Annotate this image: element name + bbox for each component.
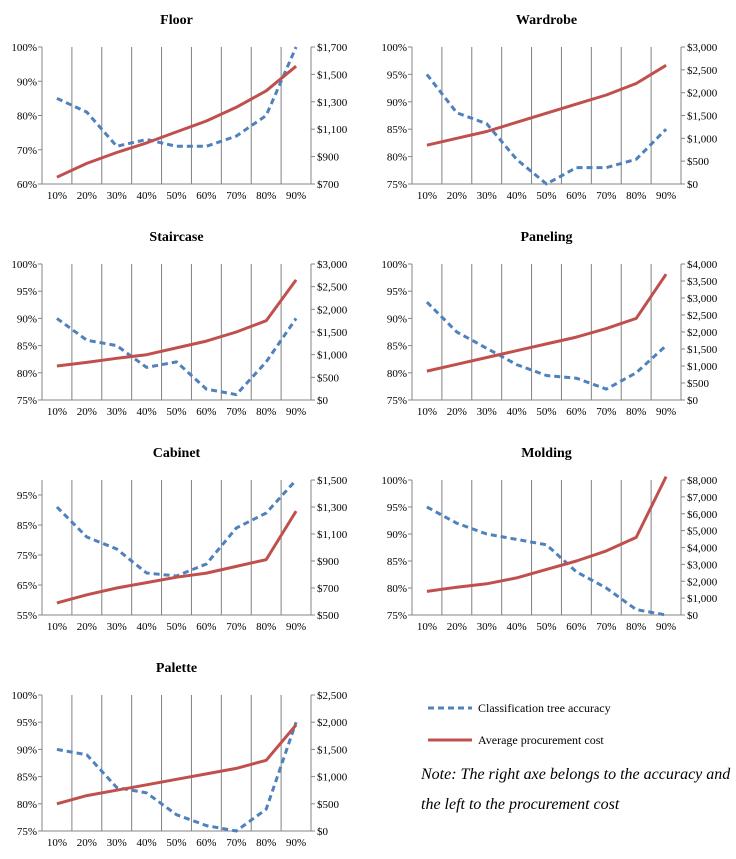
x-tick-label: 30% [476, 190, 497, 202]
y2-tick-label: $1,700 [317, 42, 348, 54]
y2-tick-label: $2,000 [317, 717, 348, 730]
x-tick-label: 80% [256, 621, 277, 633]
y-tick-label: 100% [11, 259, 37, 271]
legend-accuracy-label: Classification tree accuracy [478, 701, 611, 715]
x-tick-label: 60% [196, 621, 217, 633]
y2-tick-label: $500 [687, 378, 709, 390]
y-tick-label: 100% [381, 475, 407, 487]
accuracy-series-line [57, 318, 296, 394]
x-tick-label: 30% [106, 406, 127, 418]
x-tick-label: 50% [536, 190, 557, 202]
x-tick-label: 90% [285, 837, 307, 849]
x-tick-label: 80% [626, 621, 647, 633]
y2-tick-label: $1,100 [317, 124, 348, 137]
y-tick-label: 75% [16, 395, 37, 407]
accuracy-series-line [427, 302, 666, 389]
x-tick-label: 40% [136, 837, 157, 849]
chart-title: Cabinet [152, 446, 201, 461]
y2-tick-label: $1,500 [317, 475, 348, 487]
chart-wardrobe [381, 13, 717, 202]
x-tick-label: 20% [76, 190, 97, 202]
y-tick-label: 90% [16, 313, 37, 326]
y-tick-label: 95% [16, 490, 37, 502]
x-tick-label: 40% [506, 621, 527, 633]
y2-tick-label: $900 [317, 151, 339, 164]
y2-tick-label: $1,000 [317, 771, 348, 784]
y2-tick-label: $0 [687, 610, 698, 622]
x-tick-label: 50% [166, 406, 187, 418]
y2-tick-label: $2,500 [317, 690, 348, 702]
y2-tick-label: $7,000 [687, 491, 718, 504]
y-tick-label: 85% [16, 340, 37, 353]
cost-series-line [427, 274, 666, 371]
x-tick-label: 80% [256, 190, 277, 202]
y-tick-label: 90% [386, 96, 407, 109]
x-tick-label: 10% [416, 406, 438, 418]
y2-tick-label: $3,500 [687, 276, 718, 288]
y-tick-label: 95% [16, 717, 37, 730]
x-tick-label: 70% [596, 190, 617, 202]
y2-tick-label: $1,000 [317, 349, 348, 362]
y-tick-label: 60% [16, 179, 37, 191]
y2-tick-label: $2,000 [317, 304, 348, 317]
x-tick-label: 70% [226, 190, 247, 202]
y2-tick-label: $3,000 [687, 293, 718, 305]
charts-area [11, 13, 717, 849]
chart-title: Wardrobe [515, 13, 578, 28]
x-tick-label: 90% [655, 621, 677, 633]
x-tick-label: 30% [106, 621, 127, 633]
cost-series-line [57, 511, 296, 603]
y2-tick-label: $1,000 [687, 361, 718, 373]
y-tick-label: 80% [16, 110, 37, 123]
y-tick-label: 100% [11, 42, 37, 54]
y-tick-label: 80% [16, 367, 37, 380]
y2-tick-label: $2,000 [687, 87, 718, 100]
y2-tick-label: $1,500 [317, 744, 348, 757]
x-tick-label: 90% [285, 621, 307, 633]
x-tick-label: 30% [106, 837, 127, 849]
y2-tick-label: $0 [687, 179, 698, 191]
chart-palette [11, 661, 347, 849]
y2-tick-label: $700 [317, 179, 339, 191]
cost-series-line [57, 66, 296, 177]
y2-tick-label: $1,300 [317, 96, 348, 109]
chart-staircase [11, 230, 347, 418]
y2-tick-label: $3,000 [317, 259, 348, 271]
x-tick-label: 30% [476, 406, 497, 418]
x-tick-label: 10% [46, 406, 68, 418]
y2-tick-label: $500 [317, 372, 339, 385]
chart-title: Floor [160, 13, 193, 28]
accuracy-series-line [427, 507, 666, 615]
y2-tick-label: $1,500 [687, 110, 718, 123]
y-tick-label: 95% [386, 502, 407, 514]
y-tick-label: 85% [386, 124, 407, 137]
y-tick-label: 100% [381, 42, 407, 54]
y-tick-label: 80% [386, 367, 407, 380]
y2-tick-label: $1,100 [317, 529, 348, 541]
y2-tick-label: $1,000 [687, 133, 718, 146]
y2-tick-label: $0 [687, 395, 698, 407]
y-tick-label: 100% [381, 259, 407, 271]
x-tick-label: 90% [655, 190, 677, 202]
y2-tick-label: $5,000 [687, 525, 718, 538]
x-tick-label: 40% [506, 190, 527, 202]
x-tick-label: 10% [416, 621, 438, 633]
x-tick-label: 70% [226, 621, 247, 633]
y-tick-label: 90% [16, 744, 37, 757]
chart-floor [11, 13, 347, 202]
y-tick-label: 90% [386, 529, 407, 541]
x-tick-label: 40% [136, 406, 157, 418]
x-tick-label: 80% [256, 837, 277, 849]
y-tick-label: 75% [16, 826, 37, 838]
x-tick-label: 90% [285, 406, 307, 418]
y-tick-label: 70% [16, 144, 37, 157]
x-tick-label: 70% [226, 837, 247, 849]
x-tick-label: 70% [596, 621, 617, 633]
y-tick-label: 85% [386, 556, 407, 568]
y2-tick-label: $2,500 [687, 310, 718, 322]
chart-title: Staircase [149, 230, 204, 245]
x-tick-label: 40% [136, 190, 157, 202]
y-tick-label: 85% [386, 340, 407, 353]
x-tick-label: 10% [46, 190, 68, 202]
y-tick-label: 95% [16, 286, 37, 299]
y2-tick-label: $3,000 [687, 42, 718, 54]
x-tick-label: 50% [536, 406, 557, 418]
y2-tick-label: $700 [317, 583, 339, 595]
y-tick-label: 85% [16, 771, 37, 784]
x-tick-label: 40% [506, 406, 527, 418]
y2-tick-label: $8,000 [687, 475, 718, 487]
y2-tick-label: $4,000 [687, 259, 718, 271]
x-tick-label: 70% [596, 406, 617, 418]
y-tick-label: 75% [386, 179, 407, 191]
x-tick-label: 20% [446, 190, 467, 202]
chart-cabinet [17, 446, 348, 633]
x-tick-label: 60% [566, 190, 587, 202]
x-tick-label: 60% [196, 190, 217, 202]
chart-title: Paneling [520, 230, 573, 245]
x-tick-label: 60% [196, 406, 217, 418]
x-tick-label: 10% [46, 621, 68, 633]
x-tick-label: 60% [196, 837, 217, 849]
y-tick-label: 75% [386, 395, 407, 407]
legend-cost-label: Average procurement cost [478, 733, 604, 747]
x-tick-label: 50% [536, 621, 557, 633]
y-tick-label: 80% [386, 583, 407, 595]
y2-tick-label: $1,500 [317, 69, 348, 82]
accuracy-series-line [57, 722, 296, 831]
x-tick-label: 20% [446, 406, 467, 418]
y2-tick-label: $0 [317, 395, 328, 407]
cost-series-line [57, 280, 296, 366]
y2-tick-label: $500 [687, 156, 709, 169]
x-tick-label: 60% [566, 621, 587, 633]
y2-tick-label: $3,000 [687, 559, 718, 572]
y-tick-label: 85% [16, 520, 37, 532]
accuracy-series-line [427, 74, 666, 184]
x-tick-label: 50% [166, 621, 187, 633]
chart-molding [381, 446, 717, 633]
cost-series-line [427, 65, 666, 145]
y-tick-label: 75% [386, 610, 407, 622]
y-tick-label: 95% [386, 69, 407, 82]
cost-series-line [427, 477, 666, 592]
x-tick-label: 80% [626, 406, 647, 418]
x-tick-label: 90% [285, 190, 307, 202]
y-tick-label: 65% [16, 580, 37, 592]
y2-tick-label: $500 [317, 798, 339, 811]
y2-tick-label: $1,300 [317, 502, 348, 514]
x-tick-label: 70% [226, 406, 247, 418]
x-tick-label: 10% [46, 837, 68, 849]
x-tick-label: 40% [136, 621, 157, 633]
x-tick-label: 90% [655, 406, 677, 418]
x-tick-label: 20% [446, 621, 467, 633]
cost-series-line [57, 725, 296, 804]
x-tick-label: 80% [256, 406, 277, 418]
y2-tick-label: $1,500 [687, 344, 718, 356]
x-tick-label: 10% [416, 190, 438, 202]
y-tick-label: 55% [16, 610, 37, 622]
x-tick-label: 20% [76, 621, 97, 633]
x-tick-label: 20% [76, 406, 97, 418]
y2-tick-label: $2,500 [687, 64, 718, 77]
x-tick-label: 60% [566, 406, 587, 418]
y2-tick-label: $0 [317, 826, 328, 838]
chart-title: Molding [521, 446, 572, 461]
y-tick-label: 80% [16, 798, 37, 811]
x-tick-label: 30% [476, 621, 497, 633]
x-tick-label: 80% [626, 190, 647, 202]
y2-tick-label: $2,000 [687, 576, 718, 589]
y2-tick-label: $4,000 [687, 542, 718, 555]
y-tick-label: 95% [386, 286, 407, 299]
note-text: Note: The right axe belongs to the accuracy and the left to the procurement cost [421, 766, 731, 813]
y2-tick-label: $500 [317, 610, 339, 622]
chart-title: Palette [155, 661, 198, 676]
legend [428, 701, 611, 747]
y2-tick-label: $900 [317, 556, 339, 568]
y2-tick-label: $2,000 [687, 327, 718, 339]
y2-tick-label: $1,500 [317, 327, 348, 339]
x-tick-label: 30% [106, 190, 127, 202]
x-tick-label: 50% [166, 837, 187, 849]
x-tick-label: 50% [166, 190, 187, 202]
y-tick-label: 100% [11, 690, 37, 702]
y2-tick-label: $6,000 [687, 508, 718, 521]
y-tick-label: 90% [16, 76, 37, 89]
y-tick-label: 80% [386, 151, 407, 164]
y-tick-label: 75% [16, 550, 37, 562]
y-tick-label: 90% [386, 313, 407, 326]
y2-tick-label: $1,000 [687, 593, 718, 606]
chart-paneling [381, 230, 717, 418]
x-tick-label: 20% [76, 837, 97, 849]
y2-tick-label: $2,500 [317, 281, 348, 294]
